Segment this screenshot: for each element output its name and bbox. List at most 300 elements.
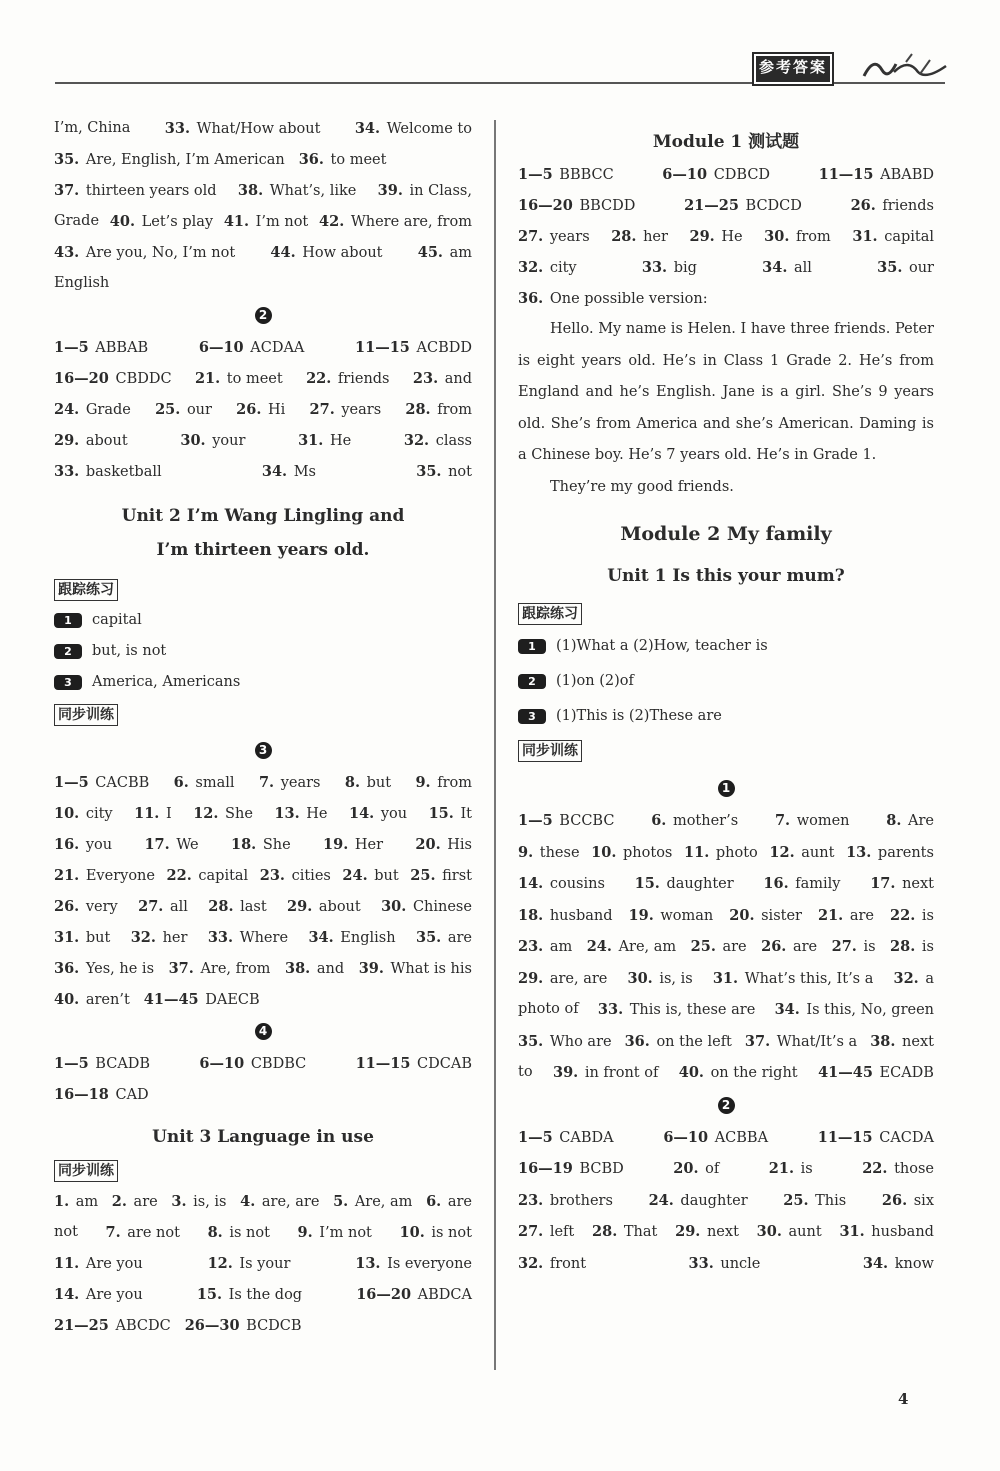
answer-text: CDBCD (713, 167, 771, 183)
answer-number: 32. (130, 929, 156, 946)
answer-line (54, 113, 472, 144)
answer-item (862, 1153, 934, 1185)
track-practice-label: 跟踪练习 (54, 579, 118, 601)
answer-number: 40. (54, 991, 80, 1008)
answer-item (199, 1048, 306, 1079)
answer-item (413, 363, 472, 394)
answer-number: 10. (54, 805, 80, 822)
answer-item (171, 1186, 226, 1217)
answer-text: photo (715, 844, 758, 861)
answer-number: 1—5 (54, 774, 89, 791)
answer-number: 23. (518, 938, 544, 955)
answer-item (416, 456, 472, 487)
answer-text: basketball (85, 464, 162, 480)
section-2-answers-right (518, 1122, 934, 1280)
answer-number: 40. (109, 213, 136, 230)
answer-number: 25. (410, 867, 436, 884)
item-number-badge: 2 (518, 674, 546, 689)
answer-item (54, 1186, 98, 1217)
answer-number: 26. (236, 401, 262, 418)
answer-item (415, 767, 472, 798)
answer-item (518, 963, 607, 995)
answer-number: 2. (111, 1193, 127, 1210)
answer-text: your (212, 433, 246, 449)
answer-line (54, 425, 472, 456)
answer-item (405, 394, 472, 425)
answer-text: I’m, China (54, 120, 131, 136)
answer-number: 27. (518, 1223, 544, 1240)
answer-text: DAECB (205, 992, 260, 1008)
answer-number: 11. (134, 805, 160, 822)
answer-text: ACBDD (416, 340, 472, 356)
answer-number: 7. (105, 1224, 121, 1241)
answer-text: mother’s (672, 813, 739, 829)
answer-item (852, 221, 934, 252)
answer-number: 30. (180, 432, 206, 449)
answer-item (287, 891, 361, 922)
answer-item (763, 868, 840, 900)
answer-number: 37. (744, 1032, 771, 1050)
answer-text: Ms (293, 464, 316, 480)
answer-item (193, 798, 253, 829)
answer-item (169, 953, 271, 984)
answer-number: 9. (297, 1224, 313, 1241)
answer-number: 24. (648, 1191, 674, 1209)
practice-item-text: (1)This is (2)These are (556, 708, 722, 724)
answer-item (426, 1186, 472, 1217)
answer-number: 43. (54, 244, 80, 261)
answer-item (629, 900, 714, 932)
answer-item (611, 221, 668, 252)
answer-item (112, 1186, 158, 1217)
answer-number: 11—15 (355, 1055, 411, 1072)
answer-number: 11—15 (355, 339, 410, 356)
answer-text: years (549, 229, 590, 245)
answer-text: next (902, 876, 934, 892)
answer-text: BCDCD (745, 198, 802, 214)
answer-text: English (340, 930, 396, 946)
answer-number: 36. (298, 151, 324, 168)
answer-text: on the left (656, 1033, 732, 1050)
answer-text: ABCDC (115, 1318, 171, 1334)
answer-item (54, 953, 154, 984)
answer-text: big (673, 260, 697, 276)
answer-number: 23. (259, 867, 285, 884)
answer-item (729, 900, 802, 932)
answer-number: 13. (846, 843, 872, 861)
answer-number: 9. (415, 774, 431, 791)
track-practice-items-right (518, 629, 934, 734)
answer-item (673, 1153, 719, 1185)
answer-item (518, 221, 590, 252)
answer-text: years (280, 775, 321, 791)
answer-item (54, 1087, 149, 1103)
answer-number: 18. (230, 836, 257, 853)
answer-item (415, 829, 472, 860)
answer-number: 21. (768, 1160, 794, 1177)
answer-item (54, 1248, 143, 1279)
answer-text: CABDA (559, 1129, 614, 1146)
answer-text: is not (431, 1225, 472, 1241)
answer-text: very (85, 899, 118, 915)
answer-text: know (894, 1255, 934, 1272)
answer-number: 16—19 (518, 1160, 573, 1177)
answer-number: 1. (54, 1193, 70, 1210)
answer-number: 12. (769, 843, 795, 861)
answer-number: 37. (54, 182, 80, 199)
answer-number: 13. (274, 805, 300, 822)
answer-item (356, 1048, 472, 1079)
practice-item-text: capital (92, 612, 142, 628)
answer-text: our (186, 402, 212, 418)
answer-item (260, 860, 331, 891)
answer-line (54, 1248, 472, 1279)
answer-number: 12. (193, 805, 219, 822)
unit2-title-line1: Unit 2 I’m Wang Lingling and (121, 506, 405, 526)
answer-number: 32. (518, 1254, 544, 1272)
answer-number: 26. (54, 898, 80, 915)
answer-text: parents (877, 844, 934, 861)
answer-item (299, 152, 387, 168)
answer-number: 11. (54, 1255, 80, 1272)
answer-line (518, 283, 934, 314)
answer-number: 20. (729, 906, 755, 924)
answer-line (518, 994, 934, 1026)
answer-number: 35. (518, 1032, 544, 1050)
answer-text: next (706, 1224, 739, 1240)
answer-item (410, 860, 472, 891)
answer-item (818, 900, 874, 932)
answer-number: 38. (237, 182, 264, 199)
answer-number: 12. (207, 1255, 233, 1272)
answer-line (54, 798, 472, 829)
answer-text: class (435, 433, 472, 449)
answer-item (870, 868, 934, 900)
answer-item (518, 252, 577, 283)
answer-number: 33. (54, 463, 80, 480)
answer-number: 28. (405, 401, 431, 418)
answer-item (180, 425, 245, 456)
answer-line (518, 931, 934, 963)
answer-number: 35. (415, 929, 442, 946)
answer-number: 11. (684, 843, 710, 861)
answer-text: small (195, 775, 235, 791)
answer-item (131, 922, 188, 953)
answer-number: 8. (886, 812, 902, 829)
answer-number: 22. (306, 370, 332, 387)
answer-number: 19. (323, 836, 349, 853)
answer-text: these (539, 844, 580, 861)
brush-logo-icon (860, 50, 950, 84)
answer-item (54, 829, 112, 860)
answer-number: 1—5 (54, 339, 89, 356)
answer-number: 8. (207, 1224, 223, 1241)
answer-text: are (722, 939, 747, 955)
answer-text: This (815, 1192, 847, 1209)
answer-item (270, 237, 382, 268)
answer-text: ECADB (879, 1065, 934, 1081)
answer-text: aunt (801, 844, 835, 861)
answer-item (783, 1185, 846, 1217)
answer-item (54, 425, 128, 456)
answer-text: you (85, 837, 113, 853)
module2-title: Module 2 My family (620, 523, 832, 545)
answer-text: He (721, 229, 743, 245)
answer-item (882, 1185, 934, 1217)
answer-text: are (849, 907, 874, 924)
answer-text: are, are (549, 970, 608, 987)
answer-line (54, 860, 472, 891)
answer-item (195, 363, 283, 394)
answer-number: 14. (518, 875, 544, 892)
answer-text: English (54, 275, 110, 291)
answer-text: Welcome to (386, 121, 472, 137)
answer-text: Chinese (412, 899, 472, 915)
answer-number: 14. (54, 1286, 80, 1303)
answer-item (138, 891, 188, 922)
track-practice-items (54, 605, 472, 698)
answer-number: 29. (689, 228, 715, 245)
answer-text: Grade (85, 402, 131, 418)
answer-text: am (449, 245, 472, 261)
practice-item (518, 664, 934, 699)
answer-text: six (913, 1192, 934, 1209)
answer-text: cousins (549, 876, 605, 892)
answer-line (518, 252, 934, 283)
answer-item (587, 931, 676, 963)
answer-line (518, 1216, 934, 1248)
answer-item (679, 1057, 798, 1089)
column-divider (494, 120, 496, 1370)
answer-item (54, 237, 235, 268)
answer-number: 30. (627, 969, 653, 987)
answer-text: city (549, 260, 577, 276)
answer-number: 1—5 (518, 166, 553, 183)
answer-number: 16—20 (356, 1286, 412, 1303)
answer-item (762, 252, 812, 283)
answer-item (691, 931, 747, 963)
answer-text: Is the dog (228, 1287, 303, 1303)
answer-item (518, 994, 579, 1026)
answer-item (54, 456, 162, 487)
answer-text: CDCAB (417, 1056, 472, 1072)
answer-text: are, are (261, 1194, 320, 1210)
section-2-number-right: 2 (718, 1097, 735, 1114)
answer-line (54, 1048, 472, 1079)
answer-item (598, 994, 755, 1026)
answer-item (381, 891, 472, 922)
answer-number: 8. (344, 774, 361, 791)
answer-text: She (225, 806, 253, 822)
answer-text: BCDCB (246, 1318, 302, 1334)
answer-key-label: 参考答案 (752, 52, 834, 86)
answer-item (745, 1026, 857, 1058)
essay-paragraph: Hello. My name is Helen. I have three friends. Peter is eight years old. He’s in Class 1 Grade 2. He’s from England and he’s English. Jane is a girl. She’s 9 years old. She’s from America and she’s American. Daming is a Chinese boy. He’s 7 years old. He’s in Grade 1. (518, 321, 934, 463)
answer-number: 1—5 (518, 1128, 553, 1146)
answer-text: Let’s play (141, 214, 214, 230)
answer-text: What is his (390, 961, 472, 977)
answer-number: 17. (144, 836, 170, 853)
answer-item (54, 1048, 150, 1079)
section-3-number: 3 (255, 742, 272, 759)
answer-text: from (796, 229, 831, 245)
answer-item (662, 159, 770, 190)
answer-text: from (437, 402, 472, 418)
answer-item (635, 868, 734, 900)
answer-number: 27. (831, 938, 857, 955)
answer-item (355, 1248, 472, 1279)
answer-item (518, 1216, 574, 1248)
intro-block (54, 113, 472, 299)
answer-number: 9. (518, 843, 534, 861)
answer-text: Is your (239, 1256, 291, 1272)
answer-text: next (902, 1033, 934, 1050)
answer-number: 11—15 (818, 166, 874, 183)
answer-item (333, 1186, 412, 1217)
answer-item (54, 394, 131, 425)
answer-item (775, 994, 934, 1026)
answer-item (262, 456, 316, 487)
answer-line (518, 837, 934, 869)
answer-text: ABABD (880, 167, 934, 183)
answer-item (197, 1279, 302, 1310)
answer-item (518, 900, 613, 932)
answer-number: 18. (518, 906, 544, 924)
answer-text: capital (884, 229, 934, 245)
answer-number: 34. (862, 1254, 889, 1272)
answer-item (592, 1216, 657, 1248)
answer-item (54, 922, 110, 953)
section-4-answers (54, 1048, 472, 1110)
answer-item (400, 1217, 472, 1248)
answer-item (649, 1185, 748, 1217)
answer-line (54, 175, 472, 206)
answer-item (775, 805, 850, 837)
item-number-badge: 1 (54, 613, 82, 628)
answer-text: photos (623, 844, 673, 861)
answer-item (761, 931, 817, 963)
answer-text: are (792, 939, 818, 955)
answer-text: Are (908, 813, 934, 829)
answer-item (404, 425, 472, 456)
answer-text: ACBBA (714, 1129, 769, 1146)
answer-item (54, 363, 172, 394)
answer-item (224, 206, 308, 237)
answer-line (518, 1153, 934, 1185)
answer-item (870, 1026, 934, 1058)
answer-number: 24. (54, 401, 80, 418)
answer-line (54, 953, 472, 984)
answer-number: 25. (690, 938, 716, 955)
answer-line (518, 805, 934, 837)
answer-item (642, 252, 697, 283)
answer-item (429, 798, 472, 829)
answer-item (518, 159, 614, 190)
answer-item (54, 992, 130, 1008)
answer-item (689, 1248, 761, 1280)
answer-line (54, 922, 472, 953)
answer-item (663, 1122, 768, 1154)
answer-text: Are you, No, I’m not (85, 245, 236, 261)
section-4-number: 4 (255, 1023, 272, 1040)
answer-number: 29. (675, 1223, 701, 1240)
answer-text: Are you (85, 1256, 143, 1272)
answer-number: 33. (641, 259, 668, 276)
answer-line (54, 891, 472, 922)
answer-text: One possible version: (549, 291, 708, 307)
answer-number: 21—25 (54, 1317, 109, 1334)
unit1-title: Unit 1 Is this your mum? (607, 566, 845, 586)
answer-number: 36. (624, 1032, 650, 1050)
answer-text: We (176, 837, 199, 853)
answer-text: uncle (720, 1255, 761, 1272)
answer-number: 27. (309, 401, 335, 418)
answer-text: not (448, 464, 472, 480)
answer-number: 34. (762, 259, 788, 276)
answer-item (144, 829, 198, 860)
answer-text: daughter (680, 1192, 748, 1209)
answer-text: He (306, 806, 328, 822)
answer-number: 14. (348, 805, 375, 822)
answer-number: 21. (54, 867, 80, 884)
answer-number: 28. (208, 898, 234, 915)
answer-text: Everyone (85, 868, 155, 884)
answer-number: 16. (763, 875, 789, 892)
answer-line (518, 159, 934, 190)
answer-item (144, 992, 260, 1008)
answer-text: am (75, 1194, 99, 1210)
section-2-answers (54, 332, 472, 487)
answer-number: 15. (428, 805, 454, 822)
answer-text: aunt (788, 1224, 822, 1240)
answer-item (54, 152, 285, 168)
answer-number: 15. (196, 1286, 223, 1303)
answer-text: CAD (115, 1087, 149, 1103)
answer-text: her (643, 229, 668, 245)
answer-number: 41—45 (143, 991, 199, 1008)
answer-line (54, 363, 472, 394)
answer-line (54, 1079, 472, 1110)
answer-item (54, 1217, 78, 1248)
answer-number: 28. (592, 1223, 618, 1240)
answer-number: 34. (354, 120, 381, 137)
answer-text: She (262, 837, 291, 853)
answer-item (818, 1057, 934, 1089)
answer-item (819, 159, 934, 190)
answer-number: 32. (403, 432, 430, 449)
practice-item (54, 636, 472, 667)
answer-text: is (921, 907, 934, 924)
answer-number: 26—30 (184, 1317, 240, 1334)
answer-text: left (549, 1224, 575, 1240)
answer-item (54, 175, 217, 206)
answer-line (54, 144, 472, 175)
answer-item (208, 891, 266, 922)
answer-item (54, 113, 130, 144)
answer-item (518, 1185, 613, 1217)
answer-item (134, 798, 172, 829)
answer-text: ACDAA (250, 340, 305, 356)
answer-line (54, 332, 472, 363)
answer-number: 16. (54, 836, 80, 853)
answer-item (54, 332, 148, 363)
answer-text: and (316, 961, 345, 977)
section-2-number: 2 (255, 307, 272, 324)
answer-item (174, 767, 235, 798)
answer-item (764, 221, 831, 252)
answer-text: photo of (518, 1001, 579, 1017)
answer-item (274, 798, 327, 829)
